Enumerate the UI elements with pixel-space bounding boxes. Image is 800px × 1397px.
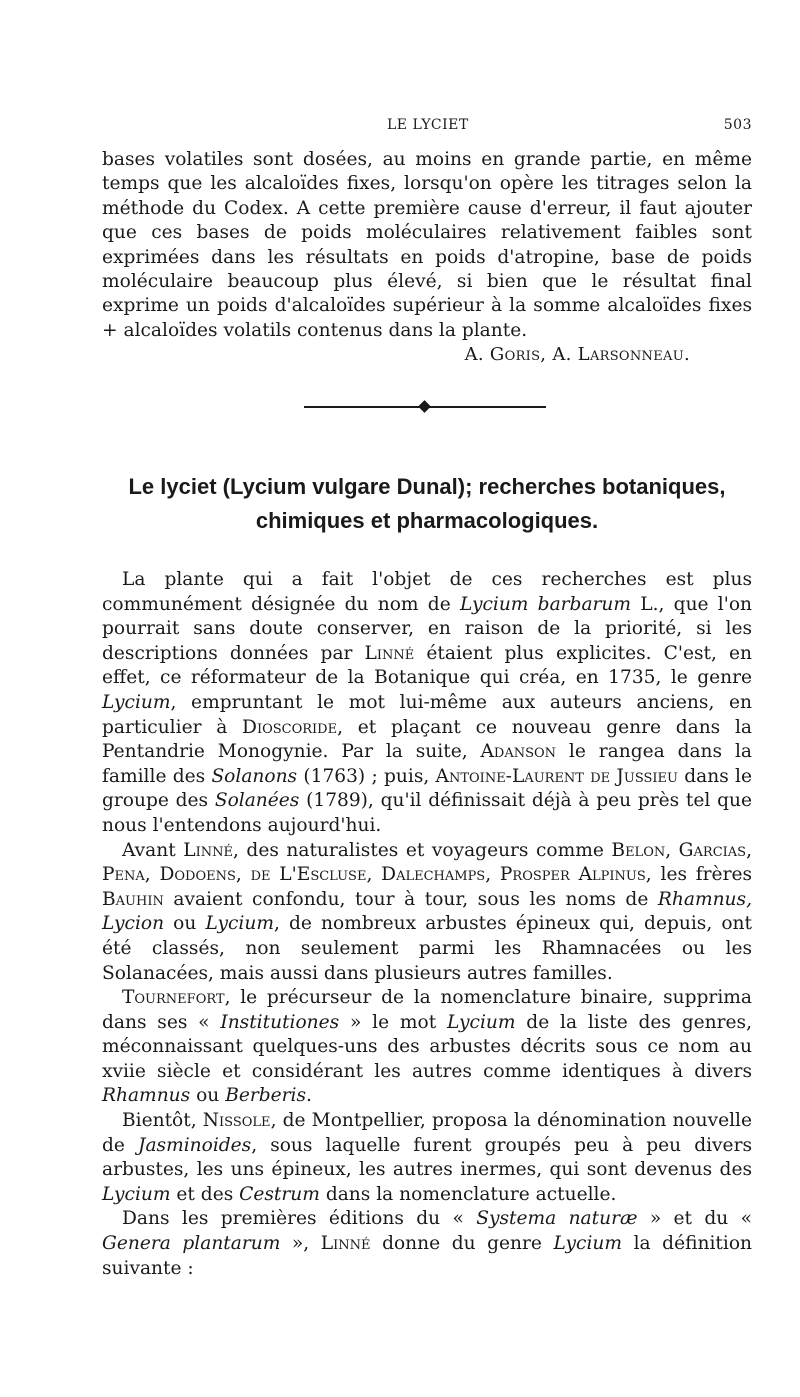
taxon-name: Lycium	[205, 913, 274, 935]
taxon-name: Rhamnus, Lycion	[102, 888, 752, 935]
text-run: (1763) ; puis,	[297, 765, 436, 787]
text-run: , sous laquelle furent groupés peu à peu divers arbustes, les uns épineux, les autres inermes, qui sont devenus des	[102, 1134, 752, 1181]
author-name: Tournefort	[122, 987, 225, 1009]
text-run: » le mot	[339, 1011, 448, 1033]
paragraph	[102, 986, 752, 1109]
paragraph	[102, 839, 752, 987]
text-run: Dans les premières éditions du «	[122, 1208, 477, 1230]
text-run: La plante qui a fait l'objet de ces recherches est plus communément désignée du nom de	[102, 569, 752, 615]
author-name: Linné	[320, 1233, 371, 1255]
author-name: Linné	[364, 642, 415, 664]
author-name: Linné	[183, 839, 233, 861]
paragraph	[102, 568, 752, 839]
taxon-name: Lycium	[447, 1011, 516, 1033]
taxon-name: Lycium barbarum	[459, 593, 632, 615]
running-title: LE LYCIET	[387, 117, 469, 133]
book-title: Genera plantarum	[102, 1233, 281, 1255]
text-run: , de nombreux arbustes épineux qui, depuis, ont été classés, non seulement parmi les Rhamnacées ou les Solanacées, mais aussi dans plusieurs autres familles.	[102, 913, 752, 984]
text-run: donne du genre	[370, 1233, 554, 1255]
article-title	[102, 470, 752, 538]
taxon-name: Solanons	[211, 765, 298, 787]
page-number: 503	[723, 117, 752, 133]
taxon-name: Solanées	[214, 790, 300, 812]
taxon-name: Lycium	[102, 691, 171, 713]
author-name: Bauhin	[102, 888, 164, 910]
text-run: .	[306, 1085, 312, 1107]
taxon-name: Lycium	[102, 1183, 171, 1205]
author-name: Antoine-Laurent de Jussieu	[435, 765, 678, 787]
text-run: étaient plus explicites. C'est, en effet, ce réformateur de la Botanique qui créa, en 1735, le genre	[102, 642, 752, 689]
text-run: , de Montpellier, proposa la dénomination nouvelle de	[102, 1110, 752, 1156]
text-run: Avant	[122, 839, 184, 861]
taxon-name: Lycium	[553, 1233, 622, 1255]
author-name: Adanson	[480, 741, 557, 763]
paragraph	[102, 1207, 752, 1281]
text-run: , empruntant le mot lui-même aux auteurs anciens, en particulier à	[102, 691, 752, 738]
taxon-name: Cestrum	[239, 1183, 320, 1205]
article-title-line: chimiques et pharmacologiques.	[255, 508, 599, 533]
article-title-line: Le lyciet (Lycium vulgare Dunal); recherches botaniques,	[128, 474, 726, 499]
text-run: de la liste des genres, méconnaissant quelques-uns des arbustes décrits sous ce nom au xviie siècle et considérant les autres comme identiques à divers	[102, 1011, 752, 1082]
text-run: avaient confondu, tour à tour, sous les noms de	[163, 888, 658, 910]
continuation-paragraph: bases volatiles sont dosées, au moins en grande partie, en même temps que les alcaloïdes fixes, lorsqu'on opère les titrages selon la méthode du Codex. A cette première cause d'erreur, il faut ajouter que ces bases de poids moléculaires relativement faibles sont exprimées dans les résultats en poids d'atropine, base de poids moléculaire beaucoup plus élevé, si bien que le résultat final exprime un poids d'alcaloïdes supérieur à la somme alcaloïdes fixes + alcaloïdes volatils contenus dans la plante.	[102, 149, 752, 341]
author-name: Nissole	[202, 1110, 271, 1132]
author-signature: A. Goris, A. Larsonneau.	[464, 344, 690, 365]
text-run: dans la nomenclature actuelle.	[319, 1183, 617, 1205]
text-run: la définition suivante :	[102, 1233, 752, 1279]
text-run: dans le groupe des	[102, 765, 752, 812]
book-title: Systema naturæ	[476, 1208, 638, 1230]
taxon-name: Jasminoides	[137, 1134, 252, 1156]
text-run: ou	[190, 1085, 226, 1107]
page-header	[102, 117, 752, 139]
text-run: Bientôt,	[122, 1110, 203, 1132]
taxon-name: Berberis	[225, 1085, 307, 1107]
text-run: et des	[170, 1183, 240, 1205]
text-run: L., que l'on pourrait sans doute conserver, en raison de la priorité, si les descriptions données par	[102, 593, 753, 664]
continuation-text	[102, 148, 752, 343]
author-name: Dioscoride	[242, 716, 338, 738]
text-run: le rangea dans la famille des	[102, 741, 752, 787]
text-run: ou	[164, 913, 206, 935]
text-run: (1789), qu'il définissait déjà à peu près tel que nous l'entendons aujourd'hui.	[102, 790, 752, 836]
author-name: Belon, Garcias, Pena, Dodoens, de L'Escluse, Dalechamps, Prosper Alpinus	[102, 839, 752, 886]
text-run: , et plaçant ce nouveau genre dans la Pentandrie Monogynie. Par la suite,	[102, 716, 752, 763]
text-run: , les frères	[645, 864, 752, 886]
book-title: Institutiones	[220, 1011, 340, 1033]
text-run: , des naturalistes et voyageurs comme	[232, 839, 612, 861]
text-run: , le précurseur de la nomenclature binaire, supprima dans ses «	[102, 987, 752, 1033]
paragraph	[102, 1109, 752, 1207]
taxon-name: Rhamnus	[102, 1085, 191, 1107]
article-body	[102, 568, 752, 1281]
section-separator	[304, 400, 546, 414]
separator-diamond-icon	[418, 400, 431, 413]
text-run: » et du «	[637, 1208, 753, 1230]
text-run: »,	[280, 1233, 321, 1255]
